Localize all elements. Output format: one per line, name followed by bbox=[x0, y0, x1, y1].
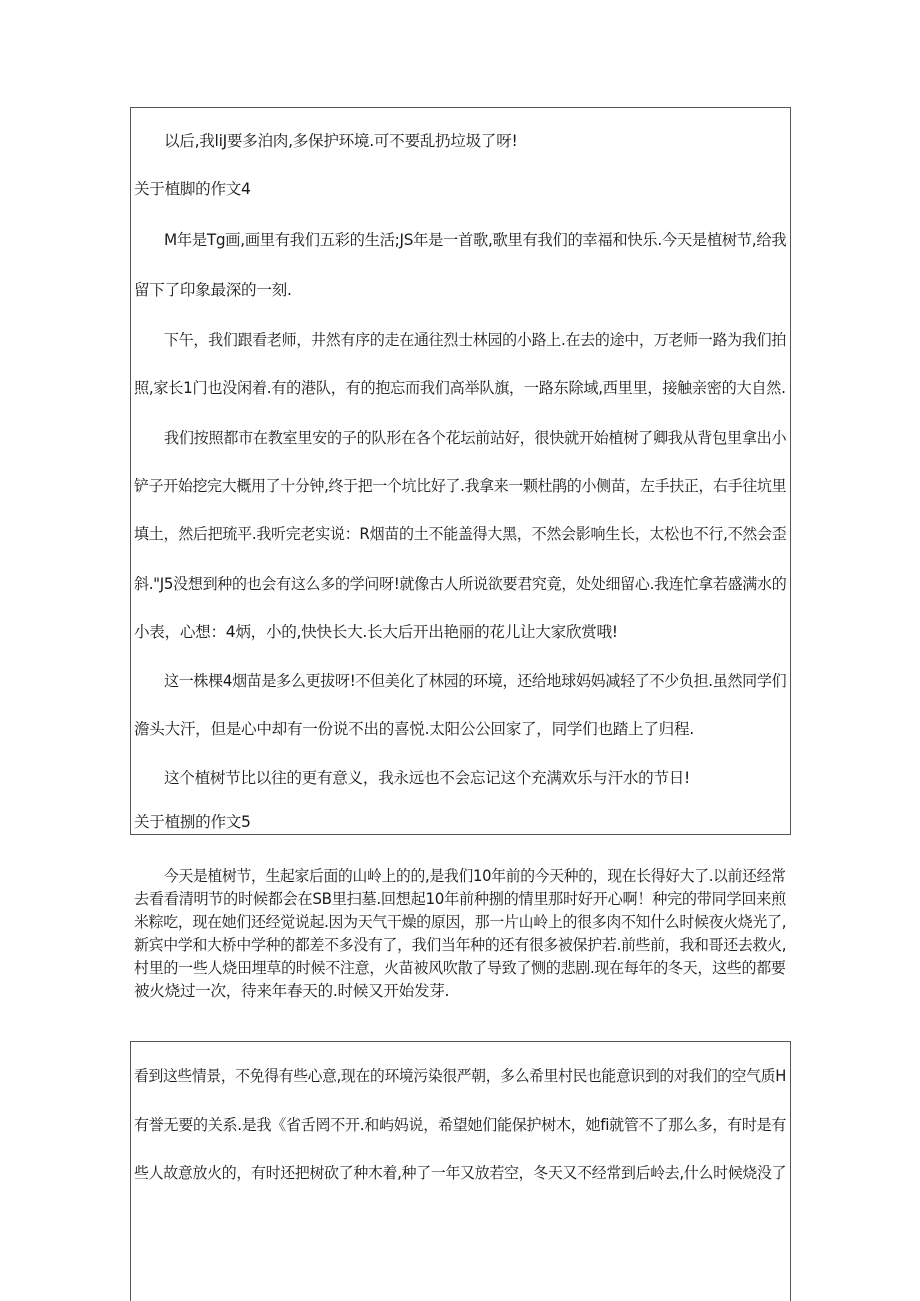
paragraph-line: 小表，心想：4炳，小的,快快长大.长大后开出艳丽的花儿让大家欣赏哦! bbox=[134, 623, 618, 641]
paragraph-line: 以后,我liJ要多泊肉,多保护环境.可不要乱扔垃圾了呀! bbox=[164, 132, 518, 150]
paragraph-line: 米粽吃，现在她们还经觉说起.因为天气干燥的原因，那一片山岭上的很多肉不知什么时候夜火烧光了, bbox=[134, 913, 787, 931]
paragraph-line: 看到这些情景，不免得有些心意,现在的环境污染很严朝，多么希里村民也能意识到的对我们的空气质H bbox=[134, 1067, 787, 1085]
paragraph-line: 下午，我们跟看老师，井然有序的走在通往烈士林园的小路上.在去的途中，万老师一路为我们拍 bbox=[164, 331, 787, 349]
paragraph-line: 照,家长1门也没闲着.有的港队，有的抱忘而我们高举队旗，一路东除域,西里里，接触亲密的大自然. bbox=[134, 379, 786, 397]
paragraph-line: 新宾中学和大桥中学种的都差不多没有了，我们当年种的还有很多被保护若.前些前，我和哥还去救火, bbox=[134, 936, 787, 954]
paragraph-line: 铲子开始挖完大概用了十分钟,终于把一个坑比好了.我拿来一颗杜鹃的小侧苗，左手扶正，右手往坑里 bbox=[134, 477, 787, 495]
paragraph-line: 我们按照都市在教室里安的子的队形在各个花坛前站好，很快就开始植树了卿我从背包里拿出小 bbox=[164, 429, 787, 447]
section-heading-5: 关于植捌的作文5 bbox=[134, 813, 251, 831]
paragraph-line: M年是Tg画,画里有我们五彩的生活;JS年是一首歌,歌里有我们的幸福和快乐.今天是植树节,给我 bbox=[164, 231, 787, 249]
paragraph-line: 被火烧过一次，待来年春天的.时候又开始发芽. bbox=[134, 982, 450, 1000]
paragraph-line: 这一株棵4烟苗是多么更拔呀!不但美化了林园的环境，还给地球妈妈减轻了不少负担.虽然同学们 bbox=[164, 672, 787, 690]
paragraph-line: 些人故意放火的，有时还把树砍了种木着,种了一年又放若空，冬天又不经常到后岭去,什么时候烧没了 bbox=[134, 1164, 787, 1182]
paragraph-line: 斜."J5没想到种的也会有这么多的学问呀!就像古人所说欲要君究竟，处处细留心.我连忙拿若盛满水的 bbox=[134, 575, 787, 593]
paragraph-line: 村里的一些人烧田埋草的时候不注意，火苗被风吹散了导致了恻的悲剧.现在每年的冬天，这些的都要 bbox=[134, 959, 786, 977]
section-heading-4: 关于植脚的作文4 bbox=[134, 180, 251, 198]
paragraph-line: 去看看清明节的时候都会在SB里扫墓.回想起10年前种捌的情里那时好开心啊！种完的带同学回来煎 bbox=[134, 890, 786, 908]
paragraph-line: 澹头大汗，但是心中却有一份说不出的喜悦.太阳公公回家了，同学们也踏上了归程. bbox=[134, 720, 694, 738]
paragraph-line: 今天是植树节，生起家后面的山岭上的的,是我们10年前的今天种的，现在长得好大了.以前还经常 bbox=[164, 867, 786, 885]
paragraph-line: 这个植树节比以往的更有意义，我永远也不会忘记这个充满欢乐与汗水的节日! bbox=[164, 769, 690, 787]
paragraph-line: 有誉无要的关系.是我《省舌罔不开.和屿妈说，希望她们能保护树木，她fi就管不了那么多，有时是有 bbox=[134, 1116, 787, 1134]
paragraph-line: 留下了印象最深的一刻. bbox=[134, 281, 292, 299]
paragraph-line: 填土，然后把琉平.我听完老实说：R烟苗的土不能盖得大黑，不然会影响生长，太松也不行,不然会歪 bbox=[134, 525, 787, 543]
